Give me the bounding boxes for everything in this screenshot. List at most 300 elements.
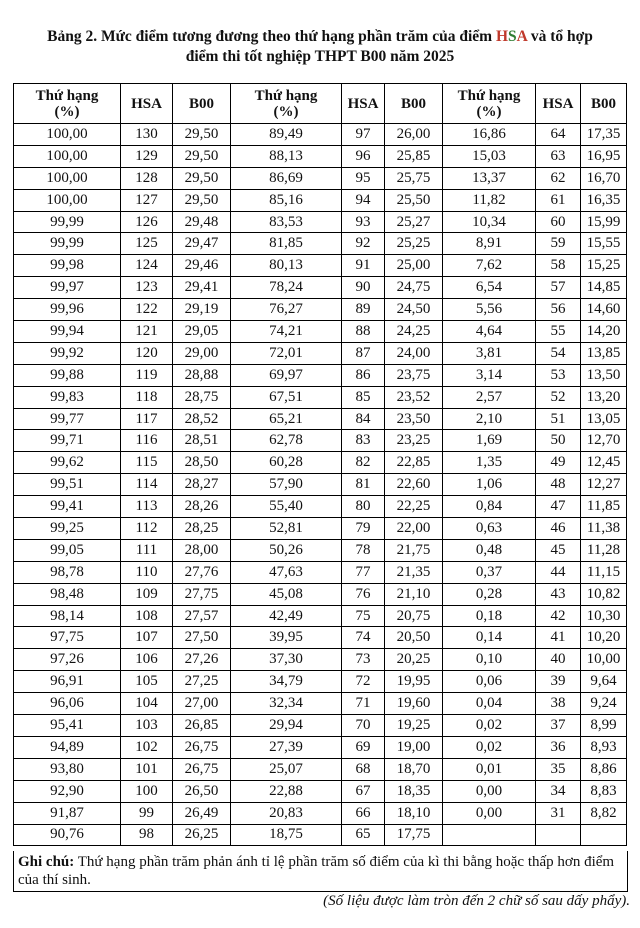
table-cell: 25,07 xyxy=(231,758,342,780)
table-cell: 23,52 xyxy=(385,386,443,408)
note-text: Thứ hạng phần trăm phản ánh tỉ lệ phần trăm số điểm của kì thi bằng hoặc thấp hơn điểm của thí sinh. xyxy=(18,854,615,888)
table-cell: 94,89 xyxy=(14,736,121,758)
table-cell: 7,62 xyxy=(443,255,536,277)
table-cell: 92,90 xyxy=(14,780,121,802)
table-row xyxy=(14,452,627,474)
table-cell: 17,35 xyxy=(581,124,627,146)
table-cell: 81 xyxy=(342,474,385,496)
table-cell: 124 xyxy=(121,255,173,277)
table-cell: 29,46 xyxy=(173,255,231,277)
table-cell: 78,24 xyxy=(231,277,342,299)
table-cell: 100,00 xyxy=(14,167,121,189)
table-cell: 29,50 xyxy=(173,124,231,146)
table-cell: 59 xyxy=(536,233,581,255)
table-cell: 16,35 xyxy=(581,189,627,211)
table-cell: 12,45 xyxy=(581,452,627,474)
table-cell: 28,26 xyxy=(173,496,231,518)
title-hsa-a: A xyxy=(516,28,527,45)
table-cell: 27,75 xyxy=(173,583,231,605)
table-cell: 10,34 xyxy=(443,211,536,233)
table-cell: 0,37 xyxy=(443,561,536,583)
table-cell: 27,00 xyxy=(173,693,231,715)
source-note: (Số liệu được làm tròn đến 2 chữ số sau dấy phẩy). xyxy=(323,893,630,909)
table-cell: 20,75 xyxy=(385,605,443,627)
table-cell: 29,47 xyxy=(173,233,231,255)
table-cell: 47,63 xyxy=(231,561,342,583)
table-cell: 114 xyxy=(121,474,173,496)
table-cell: 28,27 xyxy=(173,474,231,496)
table-cell: 0,18 xyxy=(443,605,536,627)
table-cell: 111 xyxy=(121,539,173,561)
table-row xyxy=(14,824,627,846)
table-cell: 27,57 xyxy=(173,605,231,627)
table-cell: 99,88 xyxy=(14,364,121,386)
table-cell: 83,53 xyxy=(231,211,342,233)
table-cell: 69,97 xyxy=(231,364,342,386)
table-cell: 18,10 xyxy=(385,802,443,824)
table-cell: 35 xyxy=(536,758,581,780)
table-row xyxy=(14,342,627,364)
table-cell: 2,57 xyxy=(443,386,536,408)
table-cell: 93 xyxy=(342,211,385,233)
table-cell: 99 xyxy=(121,802,173,824)
table-cell: 15,99 xyxy=(581,211,627,233)
title-suffix: và tổ hợp xyxy=(526,28,593,45)
table-cell: 0,04 xyxy=(443,693,536,715)
table-cell: 26,25 xyxy=(173,824,231,846)
title-line-2: điểm thi tốt nghiệp THPT B00 năm 2025 xyxy=(185,48,455,65)
table-cell: 82 xyxy=(342,452,385,474)
table-cell: 99,51 xyxy=(14,474,121,496)
table-cell: 100,00 xyxy=(14,145,121,167)
table-row xyxy=(14,277,627,299)
table-cell: 101 xyxy=(121,758,173,780)
table-cell: 105 xyxy=(121,671,173,693)
table-cell: 27,76 xyxy=(173,561,231,583)
table-row xyxy=(14,518,627,540)
table-cell: 97,26 xyxy=(14,649,121,671)
table-cell: 71 xyxy=(342,693,385,715)
table-cell: 76 xyxy=(342,583,385,605)
table-cell: 26,85 xyxy=(173,715,231,737)
table-cell: 100 xyxy=(121,780,173,802)
table-cell: 0,63 xyxy=(443,518,536,540)
table-cell: 29,05 xyxy=(173,321,231,343)
table-cell: 11,82 xyxy=(443,189,536,211)
table-cell: 106 xyxy=(121,649,173,671)
table-cell: 96 xyxy=(342,145,385,167)
table-cell: 24,00 xyxy=(385,342,443,364)
table-cell: 12,27 xyxy=(581,474,627,496)
table-cell: 15,25 xyxy=(581,255,627,277)
table-cell: 107 xyxy=(121,627,173,649)
table-row xyxy=(14,386,627,408)
table-cell: 68 xyxy=(342,758,385,780)
table-cell: 26,49 xyxy=(173,802,231,824)
table-cell: 112 xyxy=(121,518,173,540)
table-cell: 26,50 xyxy=(173,780,231,802)
table-cell: 110 xyxy=(121,561,173,583)
table-row xyxy=(14,605,627,627)
table-cell: 72 xyxy=(342,671,385,693)
table-cell: 61 xyxy=(536,189,581,211)
table-cell: 0,00 xyxy=(443,802,536,824)
table-cell: 99,97 xyxy=(14,277,121,299)
table-cell: 96,91 xyxy=(14,671,121,693)
table-cell: 8,83 xyxy=(581,780,627,802)
header-hsa-3: HSA xyxy=(536,84,581,124)
table-cell: 119 xyxy=(121,364,173,386)
table-row xyxy=(14,233,627,255)
table-cell: 2,10 xyxy=(443,408,536,430)
table-cell: 99,71 xyxy=(14,430,121,452)
table-cell: 29,94 xyxy=(231,715,342,737)
table-cell: 47 xyxy=(536,496,581,518)
table-cell: 99,62 xyxy=(14,452,121,474)
table-cell: 97 xyxy=(342,124,385,146)
table-cell: 28,52 xyxy=(173,408,231,430)
table-cell: 28,00 xyxy=(173,539,231,561)
table-cell: 19,25 xyxy=(385,715,443,737)
table-cell: 70 xyxy=(342,715,385,737)
table-cell: 0,84 xyxy=(443,496,536,518)
table-cell: 98,14 xyxy=(14,605,121,627)
table-cell: 11,15 xyxy=(581,561,627,583)
table-cell: 14,60 xyxy=(581,299,627,321)
table-cell: 28,88 xyxy=(173,364,231,386)
table-cell: 95 xyxy=(342,167,385,189)
table-cell: 25,75 xyxy=(385,167,443,189)
table-cell: 52,81 xyxy=(231,518,342,540)
header-rank-3: Thứ hạng (%) xyxy=(443,84,536,124)
table-cell: 104 xyxy=(121,693,173,715)
table-cell: 0,14 xyxy=(443,627,536,649)
table-cell: 62,78 xyxy=(231,430,342,452)
table-cell: 65,21 xyxy=(231,408,342,430)
score-table xyxy=(13,83,627,846)
table-cell: 24,25 xyxy=(385,321,443,343)
table-cell: 120 xyxy=(121,342,173,364)
table-cell: 109 xyxy=(121,583,173,605)
table-cell: 25,85 xyxy=(385,145,443,167)
table-row xyxy=(14,408,627,430)
table-cell: 126 xyxy=(121,211,173,233)
table-row xyxy=(14,474,627,496)
table-cell: 57,90 xyxy=(231,474,342,496)
table-cell: 27,50 xyxy=(173,627,231,649)
table-cell: 38 xyxy=(536,693,581,715)
table-row xyxy=(14,583,627,605)
table-cell: 8,93 xyxy=(581,736,627,758)
table-cell: 92 xyxy=(342,233,385,255)
table-cell: 42,49 xyxy=(231,605,342,627)
table-cell: 74 xyxy=(342,627,385,649)
table-cell: 99,41 xyxy=(14,496,121,518)
table-cell: 60,28 xyxy=(231,452,342,474)
table-cell: 0,28 xyxy=(443,583,536,605)
header-b00-2: B00 xyxy=(385,84,443,124)
header-rank-1: Thứ hạng (%) xyxy=(14,84,121,124)
table-cell: 0,01 xyxy=(443,758,536,780)
table-cell: 99,25 xyxy=(14,518,121,540)
table-cell: 57 xyxy=(536,277,581,299)
table-cell: 28,25 xyxy=(173,518,231,540)
table-cell: 14,20 xyxy=(581,321,627,343)
table-cell: 127 xyxy=(121,189,173,211)
table-cell: 91,87 xyxy=(14,802,121,824)
table-cell: 99,94 xyxy=(14,321,121,343)
table-cell: 13,20 xyxy=(581,386,627,408)
header-hsa-2: HSA xyxy=(342,84,385,124)
table-cell: 0,10 xyxy=(443,649,536,671)
table-cell: 118 xyxy=(121,386,173,408)
table-cell: 72,01 xyxy=(231,342,342,364)
table-cell: 8,82 xyxy=(581,802,627,824)
table-cell: 39,95 xyxy=(231,627,342,649)
table-cell: 22,88 xyxy=(231,780,342,802)
table-cell: 23,25 xyxy=(385,430,443,452)
table-cell: 63 xyxy=(536,145,581,167)
table-cell: 0,06 xyxy=(443,671,536,693)
table-cell: 81,85 xyxy=(231,233,342,255)
table-cell: 43 xyxy=(536,583,581,605)
table-cell: 99,05 xyxy=(14,539,121,561)
table-cell: 1,35 xyxy=(443,452,536,474)
table-cell: 87 xyxy=(342,342,385,364)
table-cell: 37,30 xyxy=(231,649,342,671)
table-cell: 99,98 xyxy=(14,255,121,277)
table-cell: 90 xyxy=(342,277,385,299)
table-row xyxy=(14,758,627,780)
table-cell: 15,55 xyxy=(581,233,627,255)
table-cell: 55,40 xyxy=(231,496,342,518)
header-hsa-1: HSA xyxy=(121,84,173,124)
table-cell: 31 xyxy=(536,802,581,824)
table-cell: 29,00 xyxy=(173,342,231,364)
table-cell: 21,10 xyxy=(385,583,443,605)
table-cell: 56 xyxy=(536,299,581,321)
table-cell: 6,54 xyxy=(443,277,536,299)
table-cell: 103 xyxy=(121,715,173,737)
table-cell: 86,69 xyxy=(231,167,342,189)
table-row xyxy=(14,802,627,824)
table-cell: 0,02 xyxy=(443,736,536,758)
table-cell: 45,08 xyxy=(231,583,342,605)
table-cell: 55 xyxy=(536,321,581,343)
table-cell: 28,75 xyxy=(173,386,231,408)
table-cell: 67,51 xyxy=(231,386,342,408)
table-row xyxy=(14,430,627,452)
table-row xyxy=(14,496,627,518)
table-cell: 0,48 xyxy=(443,539,536,561)
table-cell: 60 xyxy=(536,211,581,233)
table-cell: 29,50 xyxy=(173,145,231,167)
table-cell: 8,86 xyxy=(581,758,627,780)
table-row xyxy=(14,145,627,167)
table-cell: 100,00 xyxy=(14,124,121,146)
table-cell: 25,00 xyxy=(385,255,443,277)
table-row xyxy=(14,649,627,671)
table-cell: 14,85 xyxy=(581,277,627,299)
table-cell: 15,03 xyxy=(443,145,536,167)
table-row xyxy=(14,364,627,386)
title-hsa-s: S xyxy=(508,28,517,45)
title-hsa-h: H xyxy=(495,28,508,45)
table-cell: 45 xyxy=(536,539,581,561)
table-cell: 3,14 xyxy=(443,364,536,386)
table-row xyxy=(14,124,627,146)
table-cell: 123 xyxy=(121,277,173,299)
table-cell: 11,28 xyxy=(581,539,627,561)
table-cell: 99,77 xyxy=(14,408,121,430)
table-cell: 20,50 xyxy=(385,627,443,649)
table-cell: 88,13 xyxy=(231,145,342,167)
table-row xyxy=(14,693,627,715)
table-cell: 28,51 xyxy=(173,430,231,452)
table-cell: 99,96 xyxy=(14,299,121,321)
table-cell: 4,64 xyxy=(443,321,536,343)
table-cell: 9,64 xyxy=(581,671,627,693)
table-cell: 93,80 xyxy=(14,758,121,780)
table-cell: 85 xyxy=(342,386,385,408)
table-cell: 65 xyxy=(342,824,385,846)
table-cell: 86 xyxy=(342,364,385,386)
table-cell: 46 xyxy=(536,518,581,540)
table-cell: 19,00 xyxy=(385,736,443,758)
table-cell: 3,81 xyxy=(443,342,536,364)
table-cell: 24,50 xyxy=(385,299,443,321)
table-cell: 5,56 xyxy=(443,299,536,321)
table-cell: 75 xyxy=(342,605,385,627)
table-cell: 99,99 xyxy=(14,233,121,255)
table-cell: 58 xyxy=(536,255,581,277)
table-row xyxy=(14,780,627,802)
table-cell: 94 xyxy=(342,189,385,211)
table-cell: 1,06 xyxy=(443,474,536,496)
table-cell: 39 xyxy=(536,671,581,693)
table-cell: 98,78 xyxy=(14,561,121,583)
table-title xyxy=(0,27,640,67)
table-cell: 22,85 xyxy=(385,452,443,474)
table-cell: 89,49 xyxy=(231,124,342,146)
table-cell: 102 xyxy=(121,736,173,758)
table-cell: 99,99 xyxy=(14,211,121,233)
table-cell: 50 xyxy=(536,430,581,452)
table-cell: 32,34 xyxy=(231,693,342,715)
table-cell: 73 xyxy=(342,649,385,671)
table-cell: 29,19 xyxy=(173,299,231,321)
table-row xyxy=(14,255,627,277)
table-cell: 19,95 xyxy=(385,671,443,693)
table-row xyxy=(14,299,627,321)
table-cell: 22,60 xyxy=(385,474,443,496)
table-cell: 25,27 xyxy=(385,211,443,233)
table-cell: 80 xyxy=(342,496,385,518)
table-cell: 10,20 xyxy=(581,627,627,649)
table-cell: 23,75 xyxy=(385,364,443,386)
header-b00-1: B00 xyxy=(173,84,231,124)
table-cell: 1,69 xyxy=(443,430,536,452)
table-cell: 44 xyxy=(536,561,581,583)
table-cell: 52 xyxy=(536,386,581,408)
table-cell: 84 xyxy=(342,408,385,430)
table-cell: 0,00 xyxy=(443,780,536,802)
table-row xyxy=(14,627,627,649)
table-cell: 116 xyxy=(121,430,173,452)
table-row xyxy=(14,539,627,561)
table-cell xyxy=(443,824,536,846)
table-cell: 10,82 xyxy=(581,583,627,605)
table-row xyxy=(14,671,627,693)
table-cell: 66 xyxy=(342,802,385,824)
title-line-1 xyxy=(0,27,640,47)
table-cell: 17,75 xyxy=(385,824,443,846)
table-cell: 83 xyxy=(342,430,385,452)
table-cell: 128 xyxy=(121,167,173,189)
table-cell: 22,00 xyxy=(385,518,443,540)
table-row xyxy=(14,167,627,189)
table-cell: 29,48 xyxy=(173,211,231,233)
table-cell: 13,85 xyxy=(581,342,627,364)
table-cell: 36 xyxy=(536,736,581,758)
table-cell: 24,75 xyxy=(385,277,443,299)
table-cell: 18,70 xyxy=(385,758,443,780)
table-cell: 20,83 xyxy=(231,802,342,824)
table-cell: 40 xyxy=(536,649,581,671)
table-cell: 16,70 xyxy=(581,167,627,189)
table-cell: 28,50 xyxy=(173,452,231,474)
table-cell: 27,39 xyxy=(231,736,342,758)
table-cell: 9,24 xyxy=(581,693,627,715)
table-cell: 10,30 xyxy=(581,605,627,627)
table-cell: 27,26 xyxy=(173,649,231,671)
table-cell: 16,86 xyxy=(443,124,536,146)
table-body xyxy=(14,124,627,846)
table-cell: 20,25 xyxy=(385,649,443,671)
table-cell: 42 xyxy=(536,605,581,627)
table-cell: 19,60 xyxy=(385,693,443,715)
table-row xyxy=(14,211,627,233)
table-cell: 49 xyxy=(536,452,581,474)
table-cell: 29,41 xyxy=(173,277,231,299)
table-cell: 78 xyxy=(342,539,385,561)
table-cell: 26,00 xyxy=(385,124,443,146)
table-cell: 77 xyxy=(342,561,385,583)
table-cell: 80,13 xyxy=(231,255,342,277)
note-label: Ghi chú: xyxy=(18,854,75,870)
table-cell: 11,85 xyxy=(581,496,627,518)
table-cell: 50,26 xyxy=(231,539,342,561)
note-box xyxy=(13,851,628,892)
table-cell: 21,35 xyxy=(385,561,443,583)
table-cell: 64 xyxy=(536,124,581,146)
table-cell: 8,99 xyxy=(581,715,627,737)
table-cell: 98 xyxy=(121,824,173,846)
table-cell: 29,50 xyxy=(173,189,231,211)
table-cell: 10,00 xyxy=(581,649,627,671)
table-cell: 130 xyxy=(121,124,173,146)
table-row xyxy=(14,736,627,758)
table-row xyxy=(14,189,627,211)
table-cell: 13,50 xyxy=(581,364,627,386)
header-b00-3: B00 xyxy=(581,84,627,124)
table-cell: 74,21 xyxy=(231,321,342,343)
table-cell: 117 xyxy=(121,408,173,430)
table-cell: 12,70 xyxy=(581,430,627,452)
table-cell: 121 xyxy=(121,321,173,343)
table-cell: 125 xyxy=(121,233,173,255)
table-cell: 11,38 xyxy=(581,518,627,540)
